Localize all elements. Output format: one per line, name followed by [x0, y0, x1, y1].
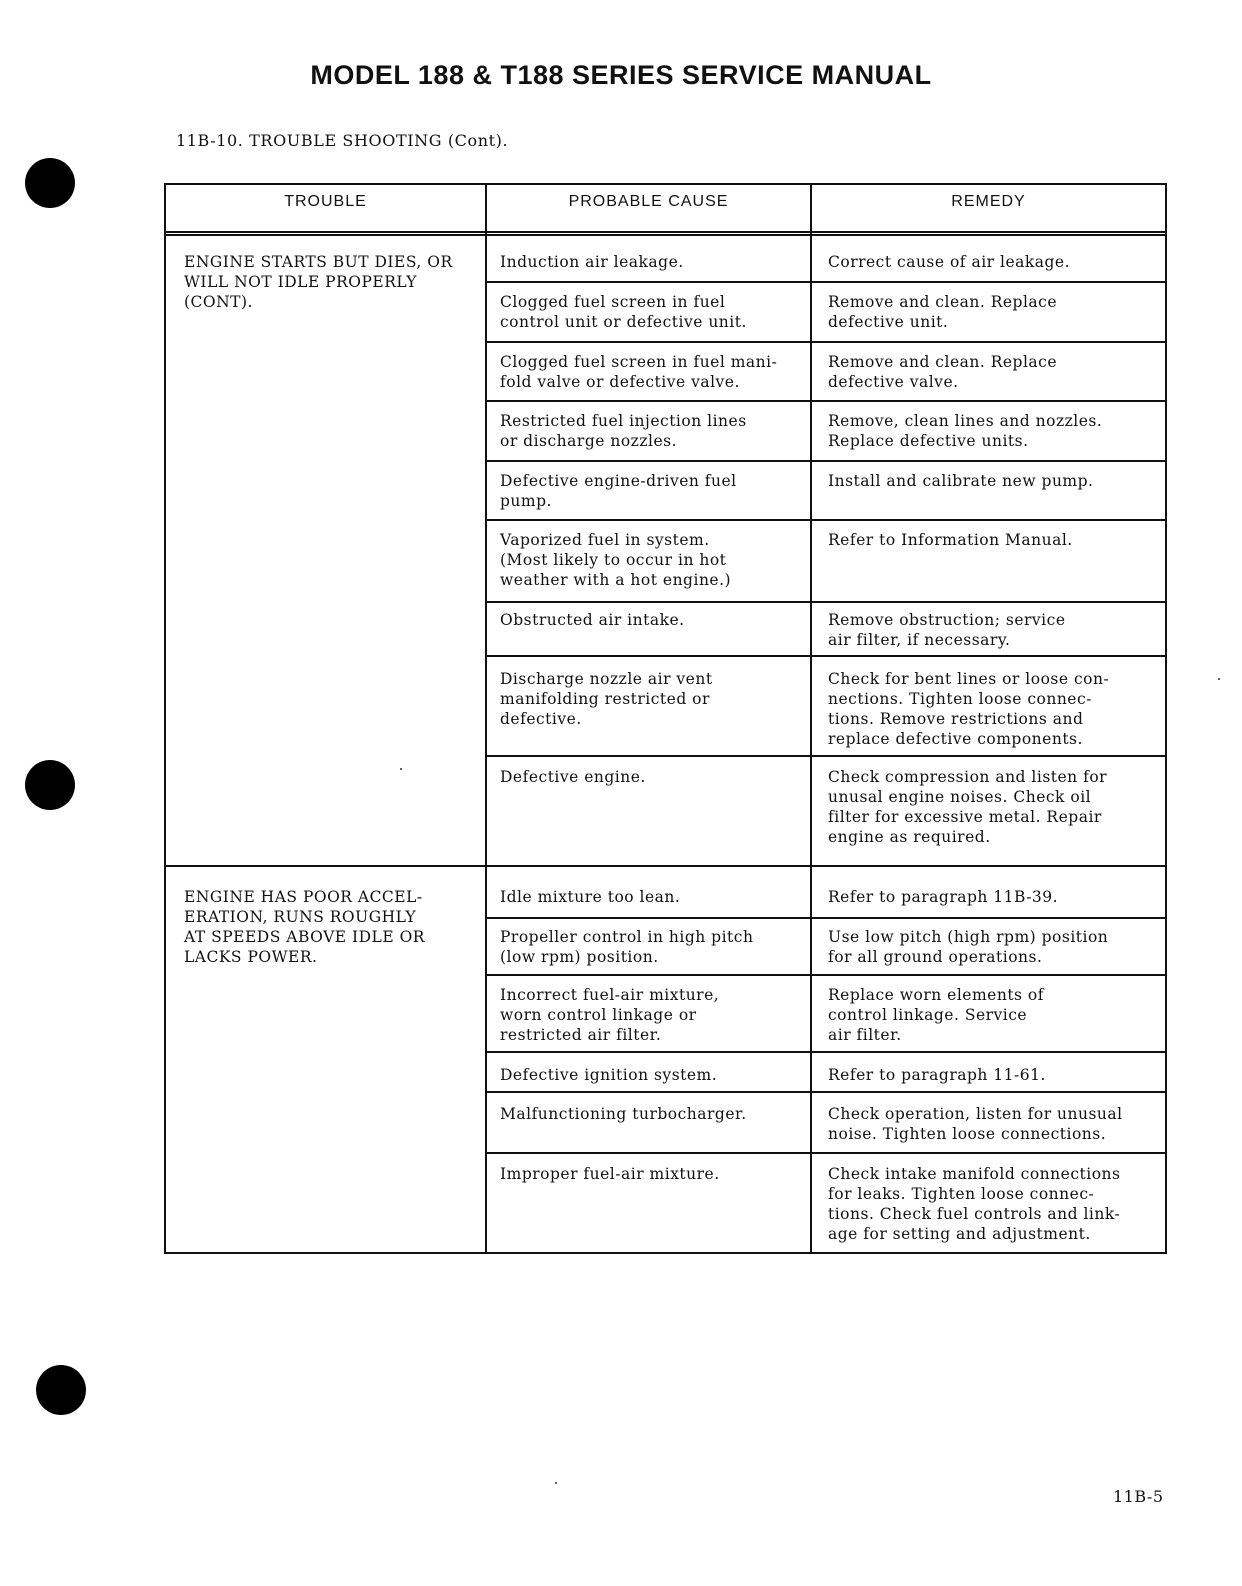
cause-cell: Defective engine-driven fuel pump. — [500, 472, 737, 510]
remedy-cell: Replace worn elements of control linkage. Service air filter. — [828, 986, 1044, 1044]
row-divider — [487, 1091, 1165, 1093]
page-number: 11B-5 — [1113, 1487, 1164, 1506]
trouble-cell: ENGINE STARTS BUT DIES, OR WILL NOT IDLE PROPERLY (CONT). — [184, 253, 453, 311]
binder-hole-top — [25, 158, 75, 208]
row-divider — [487, 460, 1165, 462]
cause-cell: Defective ignition system. — [500, 1066, 718, 1084]
binder-hole-bottom — [36, 1365, 86, 1415]
remedy-cell: Refer to paragraph 11B-39. — [828, 888, 1059, 906]
header-rule — [166, 234, 1165, 236]
cause-cell: Clogged fuel screen in fuel mani- fold valve or defective valve. — [500, 353, 778, 391]
remedy-cell: Remove, clean lines and nozzles. Replace defective units. — [828, 412, 1103, 450]
section-heading: 11B-10. TROUBLE SHOOTING (Cont). — [176, 131, 509, 150]
row-divider — [487, 1152, 1165, 1154]
cause-cell: Discharge nozzle air vent manifolding restricted or defective. — [500, 670, 713, 728]
page-title: MODEL 188 & T188 SERIES SERVICE MANUAL — [310, 60, 932, 90]
cause-cell: Vaporized fuel in system. (Most likely to occur in hot weather with a hot engine.) — [500, 531, 732, 589]
remedy-cell: Correct cause of air leakage. — [828, 253, 1071, 271]
cause-cell: Malfunctioning turbocharger. — [500, 1105, 747, 1123]
row-divider — [487, 341, 1165, 343]
cause-cell: Defective engine. — [500, 768, 646, 786]
column-header-probable-cause: PROBABLE CAUSE — [568, 193, 729, 210]
header-rule — [166, 231, 1165, 233]
remedy-cell: Use low pitch (high rpm) position for all ground operations. — [828, 928, 1109, 966]
row-divider — [487, 755, 1165, 757]
cause-cell: Restricted fuel injection lines or discharge nozzles. — [500, 412, 747, 450]
remedy-cell: Install and calibrate new pump. — [828, 472, 1094, 490]
row-divider — [487, 1051, 1165, 1053]
cause-cell: Propeller control in high pitch (low rpm) position. — [500, 928, 754, 966]
remedy-cell: Check compression and listen for unusal engine noises. Check oil filter for excessive metal. Repair engine as required. — [828, 768, 1108, 846]
cause-cell: Incorrect fuel-air mixture, worn control linkage or restricted air filter. — [500, 986, 720, 1044]
remedy-cell: Check intake manifold connections for leaks. Tighten loose connec- tions. Check fuel controls and link- age for setting and adjustment. — [828, 1165, 1121, 1243]
row-divider — [487, 281, 1165, 283]
trouble-shooting-table — [164, 183, 1167, 1254]
scan-speck — [1218, 678, 1220, 680]
remedy-cell: Remove and clean. Replace defective unit. — [828, 293, 1058, 331]
cause-cell: Induction air leakage. — [500, 253, 684, 271]
row-divider — [487, 400, 1165, 402]
binder-hole-middle — [25, 760, 75, 810]
group-divider — [166, 865, 1165, 867]
scan-speck — [555, 1482, 557, 1484]
remedy-cell: Refer to Information Manual. — [828, 531, 1073, 549]
column-header-trouble: TROUBLE — [284, 193, 367, 210]
row-divider — [487, 519, 1165, 521]
cause-cell: Improper fuel-air mixture. — [500, 1165, 720, 1183]
row-divider — [487, 974, 1165, 976]
row-divider — [487, 655, 1165, 657]
row-divider — [487, 917, 1165, 919]
cause-cell: Clogged fuel screen in fuel control unit or defective unit. — [500, 293, 747, 331]
remedy-cell: Check operation, listen for unusual noise. Tighten loose connections. — [828, 1105, 1123, 1143]
remedy-cell: Check for bent lines or loose con- nections. Tighten loose connec- tions. Remove restrictions and replace defective components. — [828, 670, 1110, 748]
row-divider — [487, 601, 1165, 603]
column-header-remedy: REMEDY — [951, 193, 1026, 210]
remedy-cell: Remove and clean. Replace defective valve. — [828, 353, 1058, 391]
trouble-cell: ENGINE HAS POOR ACCEL- ERATION, RUNS ROUGHLY AT SPEEDS ABOVE IDLE OR LACKS POWER. — [184, 888, 425, 966]
remedy-cell: Remove obstruction; service air filter, if necessary. — [828, 611, 1066, 649]
remedy-cell: Refer to paragraph 11-61. — [828, 1066, 1046, 1084]
cause-cell: Idle mixture too lean. — [500, 888, 681, 906]
cause-cell: Obstructed air intake. — [500, 611, 685, 629]
